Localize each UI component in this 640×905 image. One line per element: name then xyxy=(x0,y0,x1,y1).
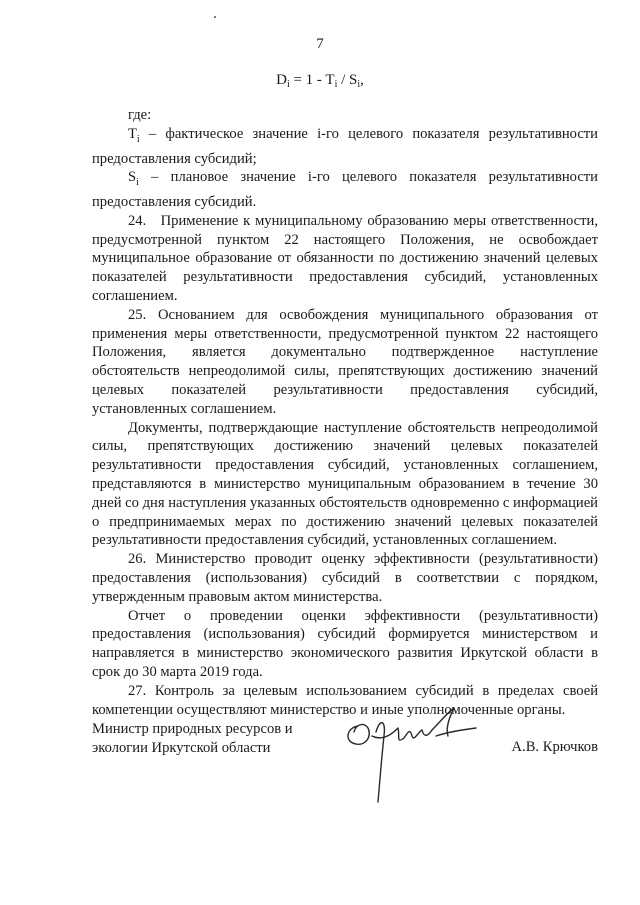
formula-div: / S xyxy=(337,72,358,88)
signatory-name: А.В. Крючков xyxy=(511,739,598,755)
definition-s-text: – плановое значение i-го целевого показателя результативности предоставления субсидий. xyxy=(92,169,598,210)
definition-t-symbol: T xyxy=(128,125,137,142)
definition-t-sub: i xyxy=(136,133,140,145)
paragraph-documents: Документы, подтверждающие наступление обстоятельств непреодолимой силы, препятствующих достижению значений целевых показателей результативности предоставления субсидий, установленных соглашением, представляются в министерство муниципальным образованием в течение 30 дней со дня наступления указанных обстоятельств одновременно с информацией о предпринимаемых мерах по достижению значений целевых показателей результативности предоставления субсидий, установленных соглашением. xyxy=(92,419,598,549)
definition-s xyxy=(92,168,598,212)
paragraph-26: 26. Министерство проводит оценку эффективности (результативности) предоставления (использования) субсидий в соответствии с порядком, утвержденным правовым актом министерства. xyxy=(92,551,598,605)
definition-t xyxy=(92,125,598,169)
scan-dot xyxy=(214,16,216,18)
definition-s-symbol: S xyxy=(128,169,137,186)
paragraph-25: 25. Основанием для освобождения муниципального образования от применения меры ответственности, предусмотренной пунктом 22 настоящего Положения, является документально подтвержденное наступление обстоятельств непреодолимой силы, препятствующих достижению значений целевых показателей результативности предоставления субсидий, установленных соглашением. xyxy=(92,306,598,417)
paragraph-27: 27. Контроль за целевым использованием субсидий в пределах своей компетенции осуществляют министерство и иные уполномоченные органы. xyxy=(92,682,598,718)
definition-s-sub: i xyxy=(136,177,139,189)
document-body xyxy=(92,106,598,719)
handwritten-signature xyxy=(336,702,486,810)
formula-lhs-sub: i xyxy=(286,79,290,90)
formula-eq: = 1 - T xyxy=(289,72,335,88)
signatory-title-line1: Министр природных ресурсов и xyxy=(92,721,293,737)
paragraph-24: 24. Применение к муниципальному образованию меры ответственности, предусмотренной пунктом 22 настоящего Положения, не освобождает муниципальное образование от обязанности по достижению значений целевых показателей результативности предоставления субсидий, установленных соглашением. xyxy=(92,212,598,304)
where-label: где: xyxy=(128,107,152,123)
formula-tail: , xyxy=(360,72,364,88)
signatory-title-line2: экологии Иркутской области xyxy=(92,739,271,756)
paragraph-report: Отчет о проведении оценки эффективности (результативности) предоставления (использования) субсидий формируется министерством и направляется в министерство экономического развития Иркутской области в срок до 30 марта 2019 года. xyxy=(92,607,598,680)
signatory-title xyxy=(92,720,293,758)
page-number: 7 xyxy=(316,36,324,52)
definition-t-text: – фактическое значение i-го целевого показателя результативности предоставления субсидий; xyxy=(92,125,598,167)
formula-t-sub: i xyxy=(334,79,338,90)
formula xyxy=(0,72,640,90)
formula-s-sub: i xyxy=(357,79,361,90)
formula-lhs: D xyxy=(276,72,287,88)
